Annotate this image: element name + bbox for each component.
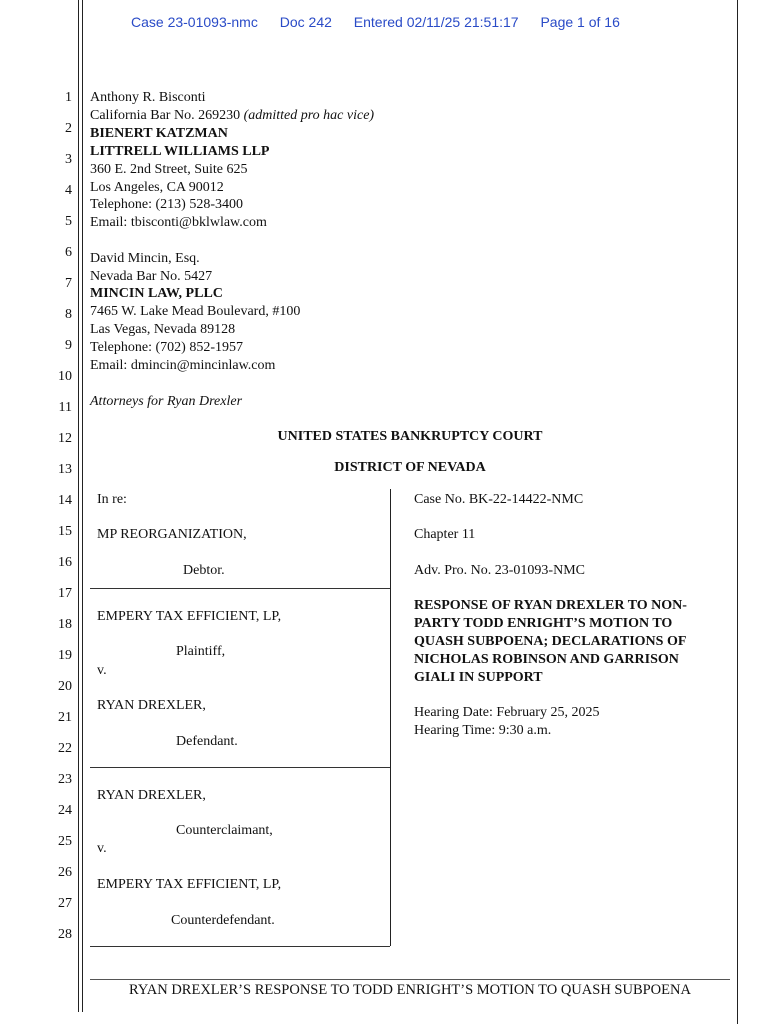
header-page-count: Page 1 of 16: [540, 14, 620, 30]
hearing-time: Hearing Time: 9:30 a.m.: [414, 723, 552, 738]
line-number: 15: [58, 524, 72, 539]
line-number: 21: [58, 710, 72, 725]
court-district: DISTRICT OF NEVADA: [334, 460, 486, 475]
document-title-line: GIALI IN SUPPORT: [414, 670, 543, 685]
versus-1: v.: [97, 663, 107, 678]
line-number: 3: [65, 152, 72, 167]
firm-address-2: Los Angeles, CA 90012: [90, 180, 224, 195]
court-name: UNITED STATES BANKRUPTCY COURT: [277, 429, 543, 444]
chapter: Chapter 11: [414, 527, 476, 542]
line-number: 26: [58, 865, 72, 880]
line-number: 23: [58, 772, 72, 787]
attorney-bar: Nevada Bar No. 5427: [90, 269, 213, 284]
firm-name-line-2: LITTRELL WILLIAMS LLP: [90, 144, 270, 159]
header-case-number: Case 23-01093-nmc: [131, 14, 258, 30]
line-number: 22: [58, 741, 72, 756]
counterdefendant-name: EMPERY TAX EFFICIENT, LP,: [97, 877, 282, 892]
firm-email: Email: dmincin@mincinlaw.com: [90, 358, 276, 373]
line-number: 4: [65, 183, 72, 198]
line-number: 11: [58, 400, 72, 415]
line-number: 2: [65, 121, 72, 136]
attorney-bar: [90, 107, 374, 125]
plaintiff-role: Plaintiff,: [176, 644, 226, 659]
line-number: 27: [58, 896, 72, 911]
counterclaimant-name: RYAN DREXLER,: [97, 788, 206, 803]
firm-name: MINCIN LAW, PLLC: [90, 286, 223, 301]
counterclaimant-role: Counterclaimant,: [176, 823, 273, 838]
footer-rule: [90, 979, 730, 980]
in-re: In re:: [97, 492, 127, 507]
defendant-role: Defendant.: [176, 734, 238, 749]
line-number: 17: [58, 586, 72, 601]
document-title-line: PARTY TODD ENRIGHT’S MOTION TO: [414, 616, 673, 631]
line-number: 12: [58, 431, 72, 446]
caption-rule-1: [90, 588, 390, 589]
line-number: 24: [58, 803, 72, 818]
caption-divider: [390, 489, 391, 946]
firm-telephone: Telephone: (702) 852-1957: [90, 340, 243, 355]
line-number: 20: [58, 679, 72, 694]
document-title-line: NICHOLAS ROBINSON AND GARRISON: [414, 652, 679, 667]
plaintiff-name: EMPERY TAX EFFICIENT, LP,: [97, 609, 282, 624]
attorneys-for: Attorneys for Ryan Drexler: [90, 394, 243, 409]
firm-address-1: 360 E. 2nd Street, Suite 625: [90, 162, 248, 177]
line-number: 14: [58, 493, 72, 508]
ecf-header: [131, 14, 638, 30]
header-entered-date: Entered 02/11/25 21:51:17: [353, 14, 519, 30]
adversary-proceeding-number: Adv. Pro. No. 23-01093-NMC: [414, 563, 585, 578]
bar-number: California Bar No. 269230: [90, 108, 241, 123]
line-number: 13: [58, 462, 72, 477]
attorney-name: Anthony R. Bisconti: [90, 90, 206, 105]
counterdefendant-role: Counterdefendant.: [171, 913, 275, 928]
line-number: 25: [58, 834, 72, 849]
document-title-line: RESPONSE OF RYAN DREXLER TO NON-: [414, 598, 687, 613]
firm-email: Email: tbisconti@bklwlaw.com: [90, 215, 267, 230]
attorney-name: David Mincin, Esq.: [90, 251, 200, 266]
firm-telephone: Telephone: (213) 528-3400: [90, 197, 243, 212]
line-number: 8: [65, 307, 72, 322]
debtor-role: Debtor.: [183, 563, 225, 578]
line-number: 1: [65, 90, 72, 105]
header-doc-number: Doc 242: [279, 14, 332, 30]
line-number: 9: [65, 338, 72, 353]
left-margin-rule-inner: [82, 0, 83, 1012]
line-number: 10: [58, 369, 72, 384]
line-number: 28: [58, 927, 72, 942]
firm-address-2: Las Vegas, Nevada 89128: [90, 322, 236, 337]
pro-hac-vice-note: (admitted pro hac vice): [243, 108, 375, 123]
left-margin-rule-outer: [78, 0, 79, 1012]
right-margin-rule: [737, 0, 738, 1024]
case-number: Case No. BK-22-14422-NMC: [414, 492, 584, 507]
line-number: 7: [65, 276, 72, 291]
line-number: 19: [58, 648, 72, 663]
line-number: 18: [58, 617, 72, 632]
hearing-date: Hearing Date: February 25, 2025: [414, 705, 600, 720]
line-number: 5: [65, 214, 72, 229]
defendant-name: RYAN DREXLER,: [97, 698, 206, 713]
footer-title: RYAN DREXLER’S RESPONSE TO TODD ENRIGHT’S MOTION TO QUASH SUBPOENA: [129, 982, 691, 998]
firm-address-1: 7465 W. Lake Mead Boulevard, #100: [90, 304, 301, 319]
caption-rule-3: [90, 946, 390, 947]
document-title-line: QUASH SUBPOENA; DECLARATIONS OF: [414, 634, 687, 649]
line-number: 6: [65, 245, 72, 260]
firm-name-line-1: BIENERT KATZMAN: [90, 126, 228, 141]
versus-2: v.: [97, 841, 107, 856]
caption-rule-2: [90, 767, 390, 768]
line-number: 16: [58, 555, 72, 570]
debtor-name: MP REORGANIZATION,: [97, 527, 247, 542]
